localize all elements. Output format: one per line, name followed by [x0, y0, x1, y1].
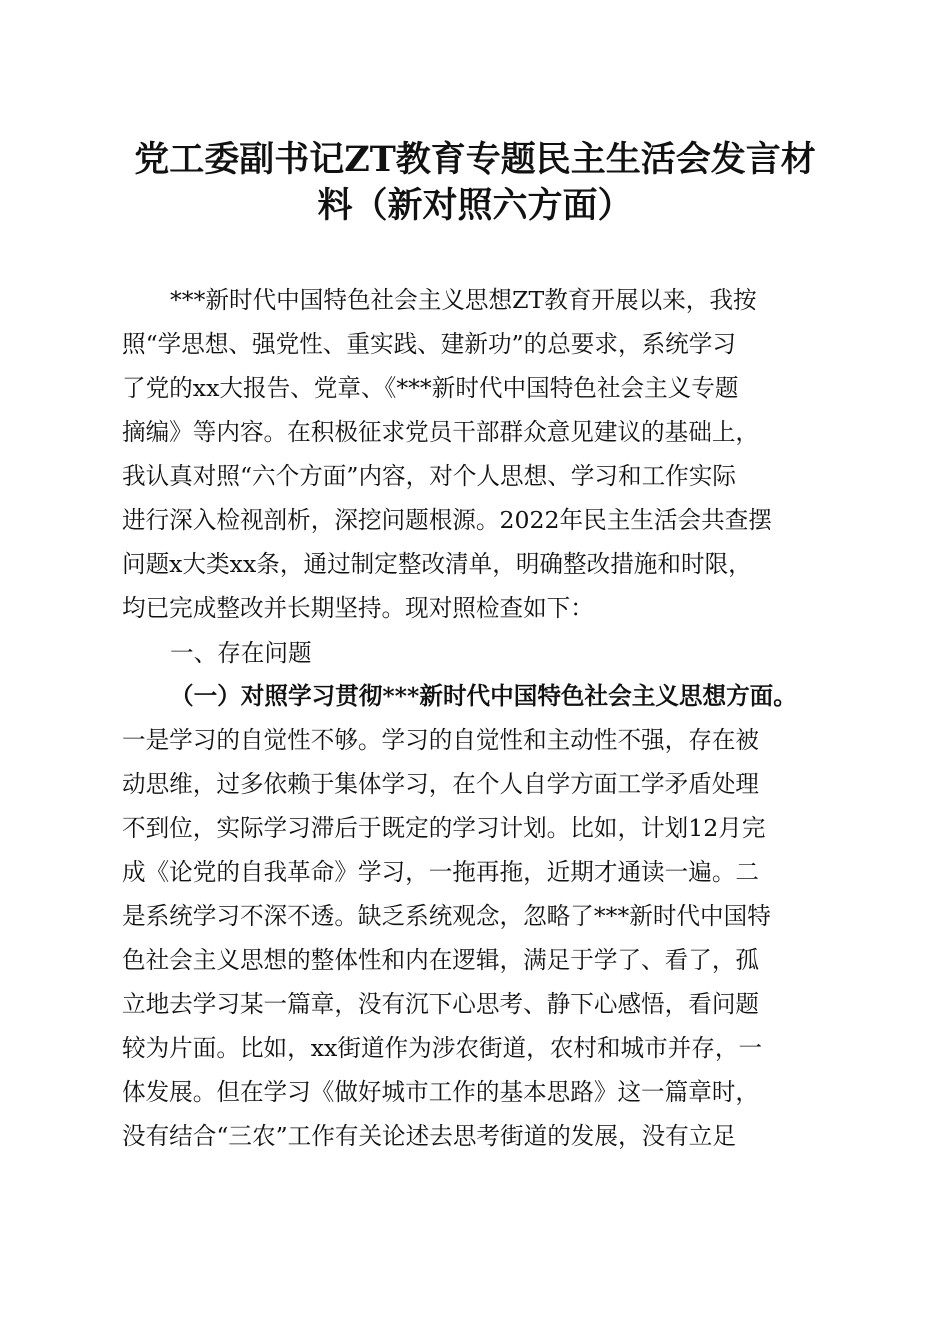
body-line: 均已完成整改并长期坚持。现对照检查如下： — [122, 594, 594, 622]
body-line: 不到位，实际学习滞后于既定的学习计划。比如，计划12月完 — [122, 814, 766, 842]
body-line: 进行深入检视剖析，深挖问题根源。2022年民主生活会共查摆 — [122, 506, 772, 534]
body-line: 体发展。但在学习《做好城市工作的基本思路》这一篇章时， — [122, 1078, 760, 1106]
body-line: 摘编》等内容。在积极征求党员干部群众意见建议的基础上， — [122, 418, 760, 446]
body-line: 动思维，过多依赖于集体学习，在个人自学方面工学矛盾处理 — [122, 770, 760, 798]
body-line: 一是学习的自觉性不够。学习的自觉性和主动性不强，存在被 — [122, 726, 760, 754]
body-line: 了党的xx大报告、党章、《***新时代中国特色社会主义专题 — [122, 374, 739, 402]
document-title-line-2: 料（新对照六方面） — [317, 185, 633, 226]
body-line: 立地去学习某一篇章，没有沉下心思考、静下心感悟，看问题 — [122, 990, 760, 1018]
body-line: 较为片面。比如，xx街道作为涉农街道，农村和城市并存，一 — [122, 1034, 763, 1062]
body-line: 我认真对照“六个方面”内容，对个人思想、学习和工作实际 — [122, 462, 736, 490]
document-title-line-1: 党工委副书记ZT教育专题民主生活会发言材 — [134, 139, 816, 180]
body-line: 问题x大类xx条，通过制定整改清单，明确整改措施和时限， — [122, 550, 752, 578]
sub-heading: （一）对照学习贯彻***新时代中国特色社会主义思想方面。 — [170, 682, 797, 710]
body-line: 色社会主义思想的整体性和内在逻辑，满足于学了、看了，孤 — [122, 946, 760, 974]
body-line: 照“学思想、强党性、重实践、建新功”的总要求，系统学习 — [122, 330, 736, 358]
body-line: 没有结合“三农”工作有关论述去思考街道的发展，没有立足 — [122, 1122, 736, 1150]
body-line: ***新时代中国特色社会主义思想ZT教育开展以来，我按 — [170, 286, 757, 314]
section-heading: 一、存在问题 — [170, 639, 312, 667]
body-line: 是系统学习不深不透。缺乏系统观念，忽略了***新时代中国特 — [122, 902, 771, 930]
body-line: 成《论党的自我革命》学习，一拖再拖，近期才通读一遍。二 — [122, 858, 760, 886]
